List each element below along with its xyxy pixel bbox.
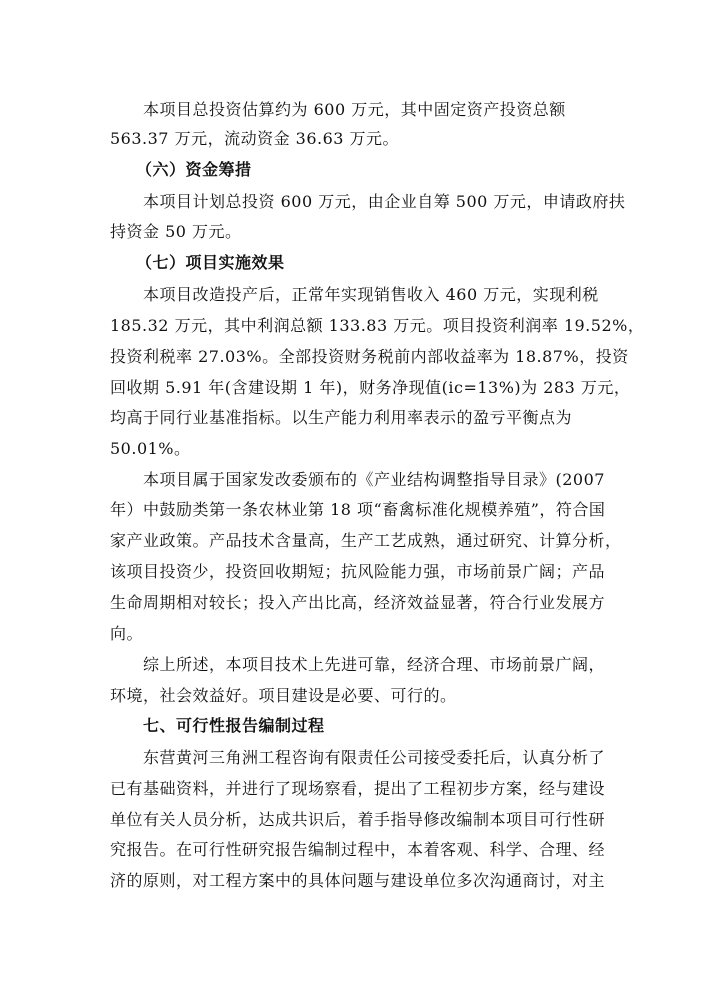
body-line: 综上所述，本项目技术上先进可靠，经济合理、市场前景广阔， xyxy=(143,655,606,674)
body-line: 持资金 50 万元。 xyxy=(110,222,242,241)
body-line: 已有基础资料，并进行了现场察看，提出了工程初步方案，经与建设 xyxy=(110,779,606,798)
body-line: 185.32 万元，其中利润总额 133.83 万元。项目投资利润率 19.52%， xyxy=(110,316,645,335)
body-line: 563.37 万元，流动资金 36.63 万元。 xyxy=(110,129,400,148)
body-line: 单位有关人员分析，达成共识后，着手指导修改编制本项目可行性研 xyxy=(110,810,606,829)
chapter-heading-report-process: 七、可行性报告编制过程 xyxy=(143,716,325,735)
body-line: 环境，社会效益好。项目建设是必要、可行的。 xyxy=(110,686,457,705)
body-line: 东营黄河三角洲工程咨询有限责任公司接受委托后，认真分析了 xyxy=(143,748,606,767)
body-line: 年）中鼓励类第一条农林业第 18 项“畜禽标准化规模养殖”，符合国 xyxy=(110,500,606,519)
body-line: 50.01%。 xyxy=(110,439,191,458)
body-line: 均高于同行业基准指标。以生产能力利用率表示的盈亏平衡点为 xyxy=(110,408,573,427)
body-line: 家产业政策。产品技术含量高，生产工艺成熟，通过研究、计算分析， xyxy=(110,531,622,550)
body-line: 向。 xyxy=(110,624,144,643)
body-line: 该项目投资少，投资回收期短；抗风险能力强，市场前景广阔；产品 xyxy=(110,562,606,581)
body-line: 生命周期相对较长；投入产出比高，经济效益显著，符合行业发展方 xyxy=(110,593,606,612)
body-line: 投资利税率 27.03%。全部投资财务税前内部收益率为 18.87%，投资 xyxy=(110,347,629,366)
body-line: 本项目改造投产后，正常年实现销售收入 460 万元，实现利税 xyxy=(143,285,599,304)
body-line: 回收期 5.91 年(含建设期 1 年)，财务净现值(ic=13%)为 283 万元， xyxy=(110,378,631,397)
body-line: 究报告。在可行性研究报告编制过程中，本着客观、科学、合理、经 xyxy=(110,840,606,859)
body-line: 本项目总投资估算约为 600 万元，其中固定资产投资总额 xyxy=(143,100,566,119)
section-heading-effects: （七）项目实施效果 xyxy=(136,253,285,272)
body-line: 本项目属于国家发改委颁布的《产业结构调整指导目录》(2007 xyxy=(143,470,605,489)
body-line: 济的原则，对工程方案中的具体问题与建设单位多次沟通商讨，对主 xyxy=(110,871,606,890)
section-heading-funding: （六）资金筹措 xyxy=(136,160,252,179)
body-line: 本项目计划总投资 600 万元，由企业自筹 500 万元，申请政府扶 xyxy=(143,192,626,211)
